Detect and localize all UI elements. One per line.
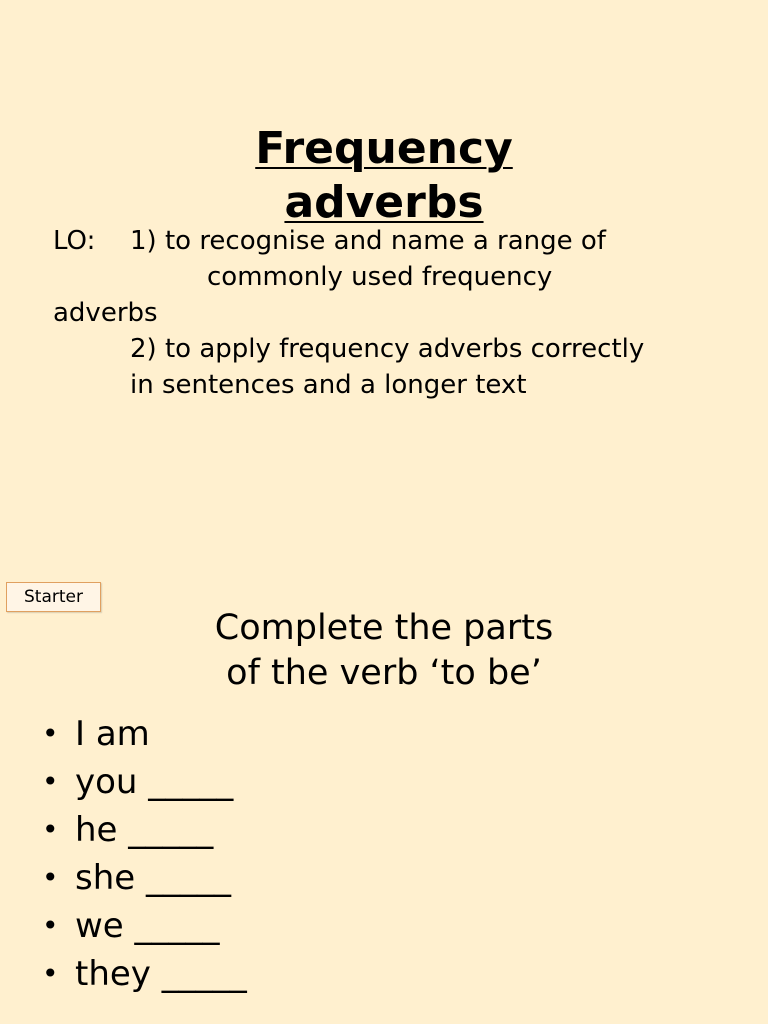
- heading-line-2: of the verb ‘to be’: [226, 653, 542, 693]
- starter-heading: [0, 606, 768, 696]
- list-item-text: we _____: [75, 906, 220, 946]
- lo-row-5: [53, 367, 743, 403]
- bullet-icon: •: [42, 813, 59, 846]
- lo-row-3: [53, 295, 743, 331]
- bullet-icon: •: [42, 909, 59, 942]
- title-line-1: Frequency: [255, 123, 513, 174]
- list-item-text: I am: [75, 714, 150, 754]
- slide-title: [0, 122, 768, 230]
- slide-starter: [0, 512, 768, 1024]
- lo-objective-1: 1) to recognise and name a range of: [130, 226, 606, 256]
- lo-objective-2: 2) to apply frequency adverbs correctly: [130, 334, 645, 364]
- lo-row-4: [53, 331, 743, 367]
- lo-row-1: [53, 223, 743, 259]
- lo-objective-1-end: adverbs: [53, 298, 158, 328]
- verb-list: [42, 710, 247, 998]
- list-item-text: they _____: [75, 954, 247, 994]
- learning-objectives: [53, 223, 743, 403]
- list-item-text: he _____: [75, 810, 214, 850]
- lo-objective-2-cont: in sentences and a longer text: [130, 370, 527, 400]
- list-item-text: you _____: [75, 762, 234, 802]
- list-item: [42, 710, 247, 758]
- list-item: [42, 950, 247, 998]
- bullet-icon: •: [42, 717, 59, 750]
- heading-line-1: Complete the parts: [214, 608, 554, 648]
- list-item: [42, 758, 247, 806]
- list-item: [42, 854, 247, 902]
- bullet-icon: •: [42, 861, 59, 894]
- list-item: [42, 806, 247, 854]
- lo-prefix: LO:: [53, 226, 96, 256]
- lo-objective-1-cont: commonly used frequency: [207, 262, 553, 292]
- list-item: [42, 902, 247, 950]
- title-line-2: adverbs: [284, 177, 484, 228]
- lo-row-2: [53, 259, 743, 295]
- bullet-icon: •: [42, 765, 59, 798]
- bullet-icon: •: [42, 957, 59, 990]
- list-item-text: she _____: [75, 858, 231, 898]
- starter-button[interactable]: Starter: [6, 582, 101, 612]
